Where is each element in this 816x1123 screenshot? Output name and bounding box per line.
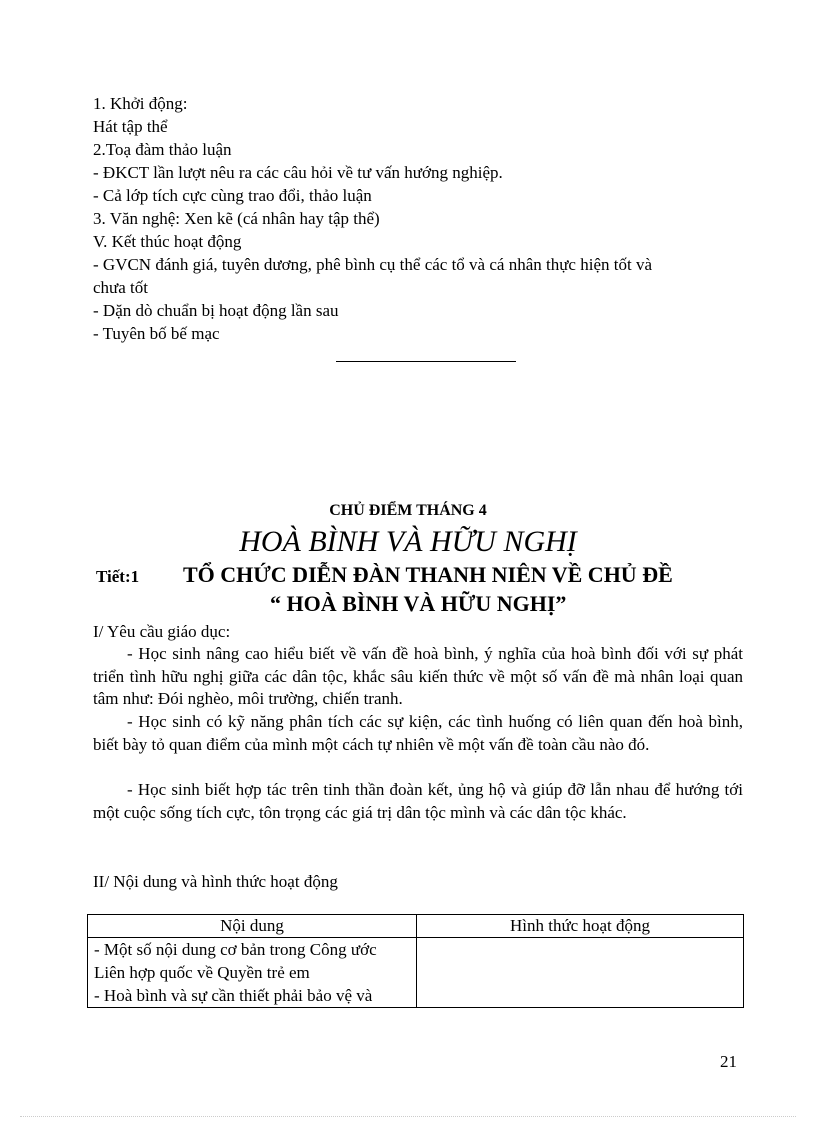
lesson-heading-line1: TỔ CHỨC DIỄN ĐÀN THANH NIÊN VỀ CHỦ ĐỀ [183,562,673,587]
intro-line: 3. Văn nghệ: Xen kẽ (cá nhân hay tập thể) [93,209,380,228]
intro-line: - GVCN đánh giá, tuyên dương, phê bình cụ thể các tổ và cá nhân thực hiện tốt và [93,255,652,274]
table-row [88,938,744,1008]
intro-line: V. Kết thúc hoạt động [93,232,242,251]
page-footer-border [20,1116,796,1117]
intro-line: 2.Toạ đàm thảo luận [93,140,232,159]
intro-line: - Dặn dò chuẩn bị hoạt động lần sau [93,301,339,320]
intro-line: 1. Khởi động: [93,94,188,113]
cell-line: - Hoà bình và sự cần thiết phải bảo vệ và [94,986,373,1005]
section2-title: II/ Nội dung và hình thức hoạt động [93,872,338,891]
intro-line: Hát tập thể [93,117,168,136]
activity-table [87,914,744,1008]
objective-paragraph: - Học sinh nâng cao hiểu biết về vấn đề hoà bình, ý nghĩa của hoà bình đối với sự phát triển tình hữu nghị giữa các dân tộc, khắc sâu kiến thức về một số vấn đề mà nhân loại quan tâm như: Đói nghèo, môi trường, chiến tranh. [93,644,743,708]
intro-line: - Tuyên bố bế mạc [93,324,220,343]
table-header-row [88,915,744,938]
table-cell-form [417,938,744,1008]
table-header-content: Nội dung [88,915,417,938]
intro-line: - ĐKCT lần lượt nêu ra các câu hỏi về tư vấn hướng nghiệp. [93,163,503,182]
page-number: 21 [720,1052,737,1071]
lesson-heading-line2: “ HOÀ BÌNH VÀ HỮU NGHỊ” [270,591,567,616]
table-header-form: Hình thức hoạt động [417,915,744,938]
section1-title: I/ Yêu cầu giáo dục: [93,622,231,641]
theme-title: HOÀ BÌNH VÀ HỮU NGHỊ [239,525,577,558]
objective-paragraph: - Học sinh biết hợp tác trên tinh thần đoàn kết, ủng hộ và giúp đỡ lẫn nhau để hướng tới một cuộc sống tích cực, tôn trọng các giá trị dân tộc mình và các dân tộc khác. [93,780,743,822]
intro-line: - Cả lớp tích cực cùng trao đổi, thảo luận [93,186,372,205]
table-cell-content [88,938,417,1008]
section-divider [336,361,516,362]
objective-paragraph: - Học sinh có kỹ năng phân tích các sự kiện, các tình huống có liên quan đến hoà bình, biết bày tỏ quan điểm của mình một cách tự nhiên về một vấn đề toàn cầu nào đó. [93,712,743,754]
period-label: Tiết:1 [96,567,140,586]
cell-line: - Một số nội dung cơ bản trong Công ước [94,940,377,959]
intro-line: chưa tốt [93,278,149,297]
cell-line: Liên hợp quốc về Quyền trẻ em [94,963,310,982]
topic-label: CHỦ ĐIỂM THÁNG 4 [329,502,487,519]
